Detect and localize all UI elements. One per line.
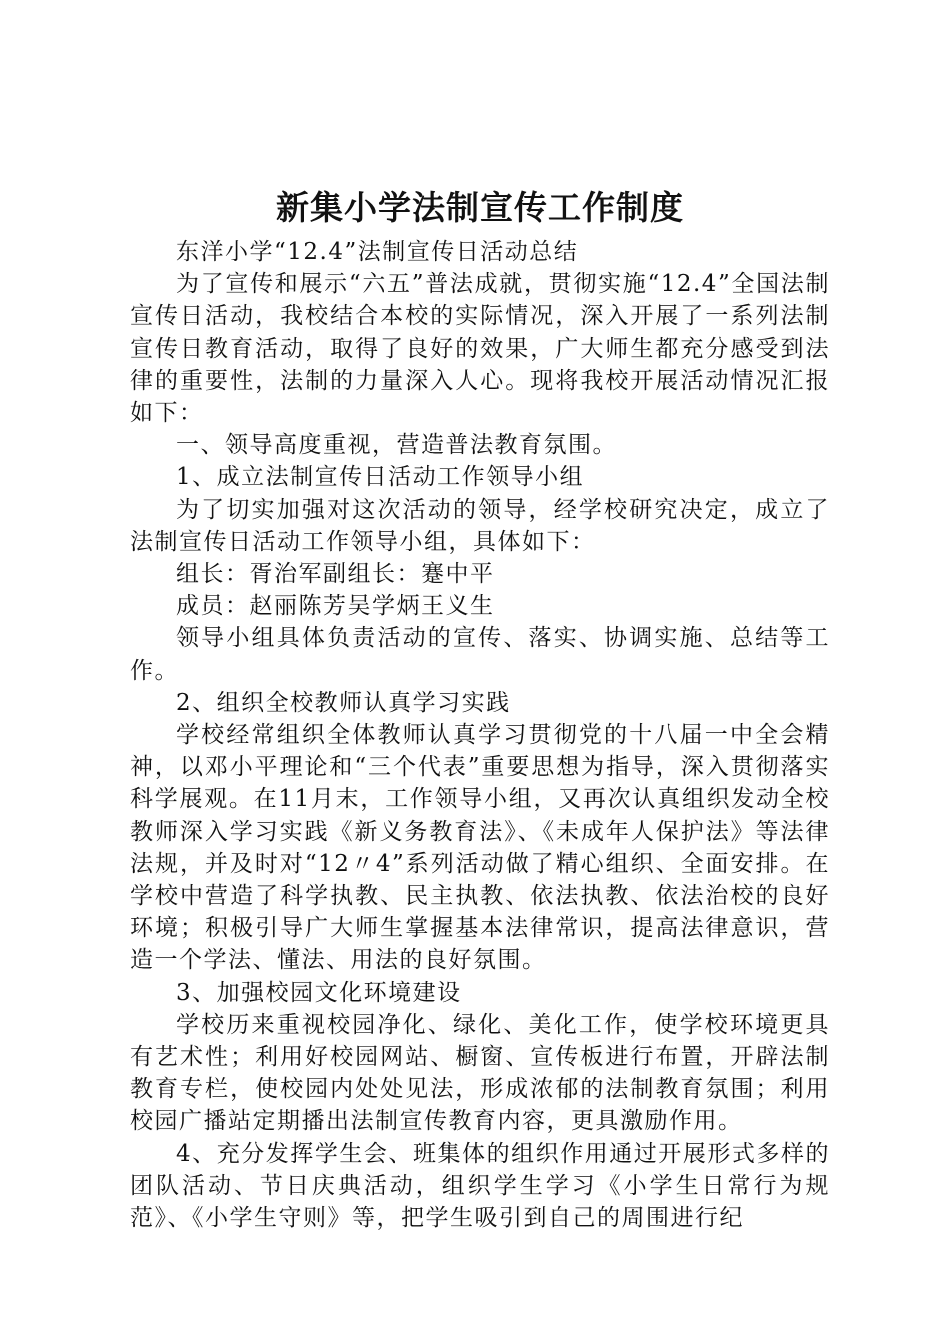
subsection-heading-1: 1、成立法制宣传日活动工作领导小组 xyxy=(176,464,585,491)
body-paragraph: 学校历来重视校园净化、绿化、美化工作，使学校环境更具有艺术性；利用好校园网站、橱窗、宣传板进行布置，开辟法制教育专栏，使校园内处处见法，形成浓郁的法制教育氛围；利用校园广播站定期播出法制宣传教育内容，更具激励作用。 xyxy=(130,1011,830,1135)
members-line: 成员：赵丽陈芳吴学炳王义生 xyxy=(176,593,495,620)
document-page xyxy=(130,180,830,1234)
section-heading-1: 一、领导高度重视，营造普法教育氛围。 xyxy=(176,432,617,459)
subtitle-line: 东洋小学“12.4”法制宣传日活动总结 xyxy=(176,239,579,265)
intro-paragraph: 为了宣传和展示“六五”普法成就，贯彻实施“12.4”全国法制宣传日活动，我校结合本校的实际情况，深入开展了一系列法制宣传日教育活动，取得了良好的效果，广大师生都充分感受到法律的重要性，法制的力量深入人心。现将我校开展活动情况汇报如下： xyxy=(130,271,830,427)
subsection-heading-3: 3、加强校园文化环境建设 xyxy=(176,979,462,1006)
body-paragraph: 4、充分发挥学生会、班集体的组织作用通过开展形式多样的团队活动、节日庆典活动，组织学生学习《小学生日常行为规范》、《小学生守则》等，把学生吸引到自己的周围进行纪 xyxy=(130,1140,830,1232)
subsection-heading-2: 2、组织全校教师认真学习实践 xyxy=(176,689,511,716)
body-paragraph: 学校经常组织全体教师认真学习贯彻党的十八届一中全会精神，以邓小平理论和“三个代表”重要思想为指导，深入贯彻落实科学展观。在11月末，工作领导小组，又再次认真组织发动全校教师深入学习实践《新义务教育法》、《未成年人保护法》等法律法规，并及时对“12〃4”系列活动做了精心组织、全面安排。在学校中营造了科学执教、民主执教、依法执教、依法治校的良好环境；积极引导广大师生掌握基本法律常识，提高法律意识，营造一个学法、懂法、用法的良好氛围。 xyxy=(130,722,830,974)
document-title: 新集小学法制宣传工作制度 xyxy=(276,188,684,227)
body-paragraph: 领导小组具体负责活动的宣传、落实、协调实施、总结等工作。 xyxy=(130,625,830,684)
leader-line: 组长：胥治军副组长：蹇中平 xyxy=(176,561,495,588)
body-paragraph: 为了切实加强对这次活动的领导，经学校研究决定，成立了法制宣传日活动工作领导小组，具体如下： xyxy=(130,496,830,555)
